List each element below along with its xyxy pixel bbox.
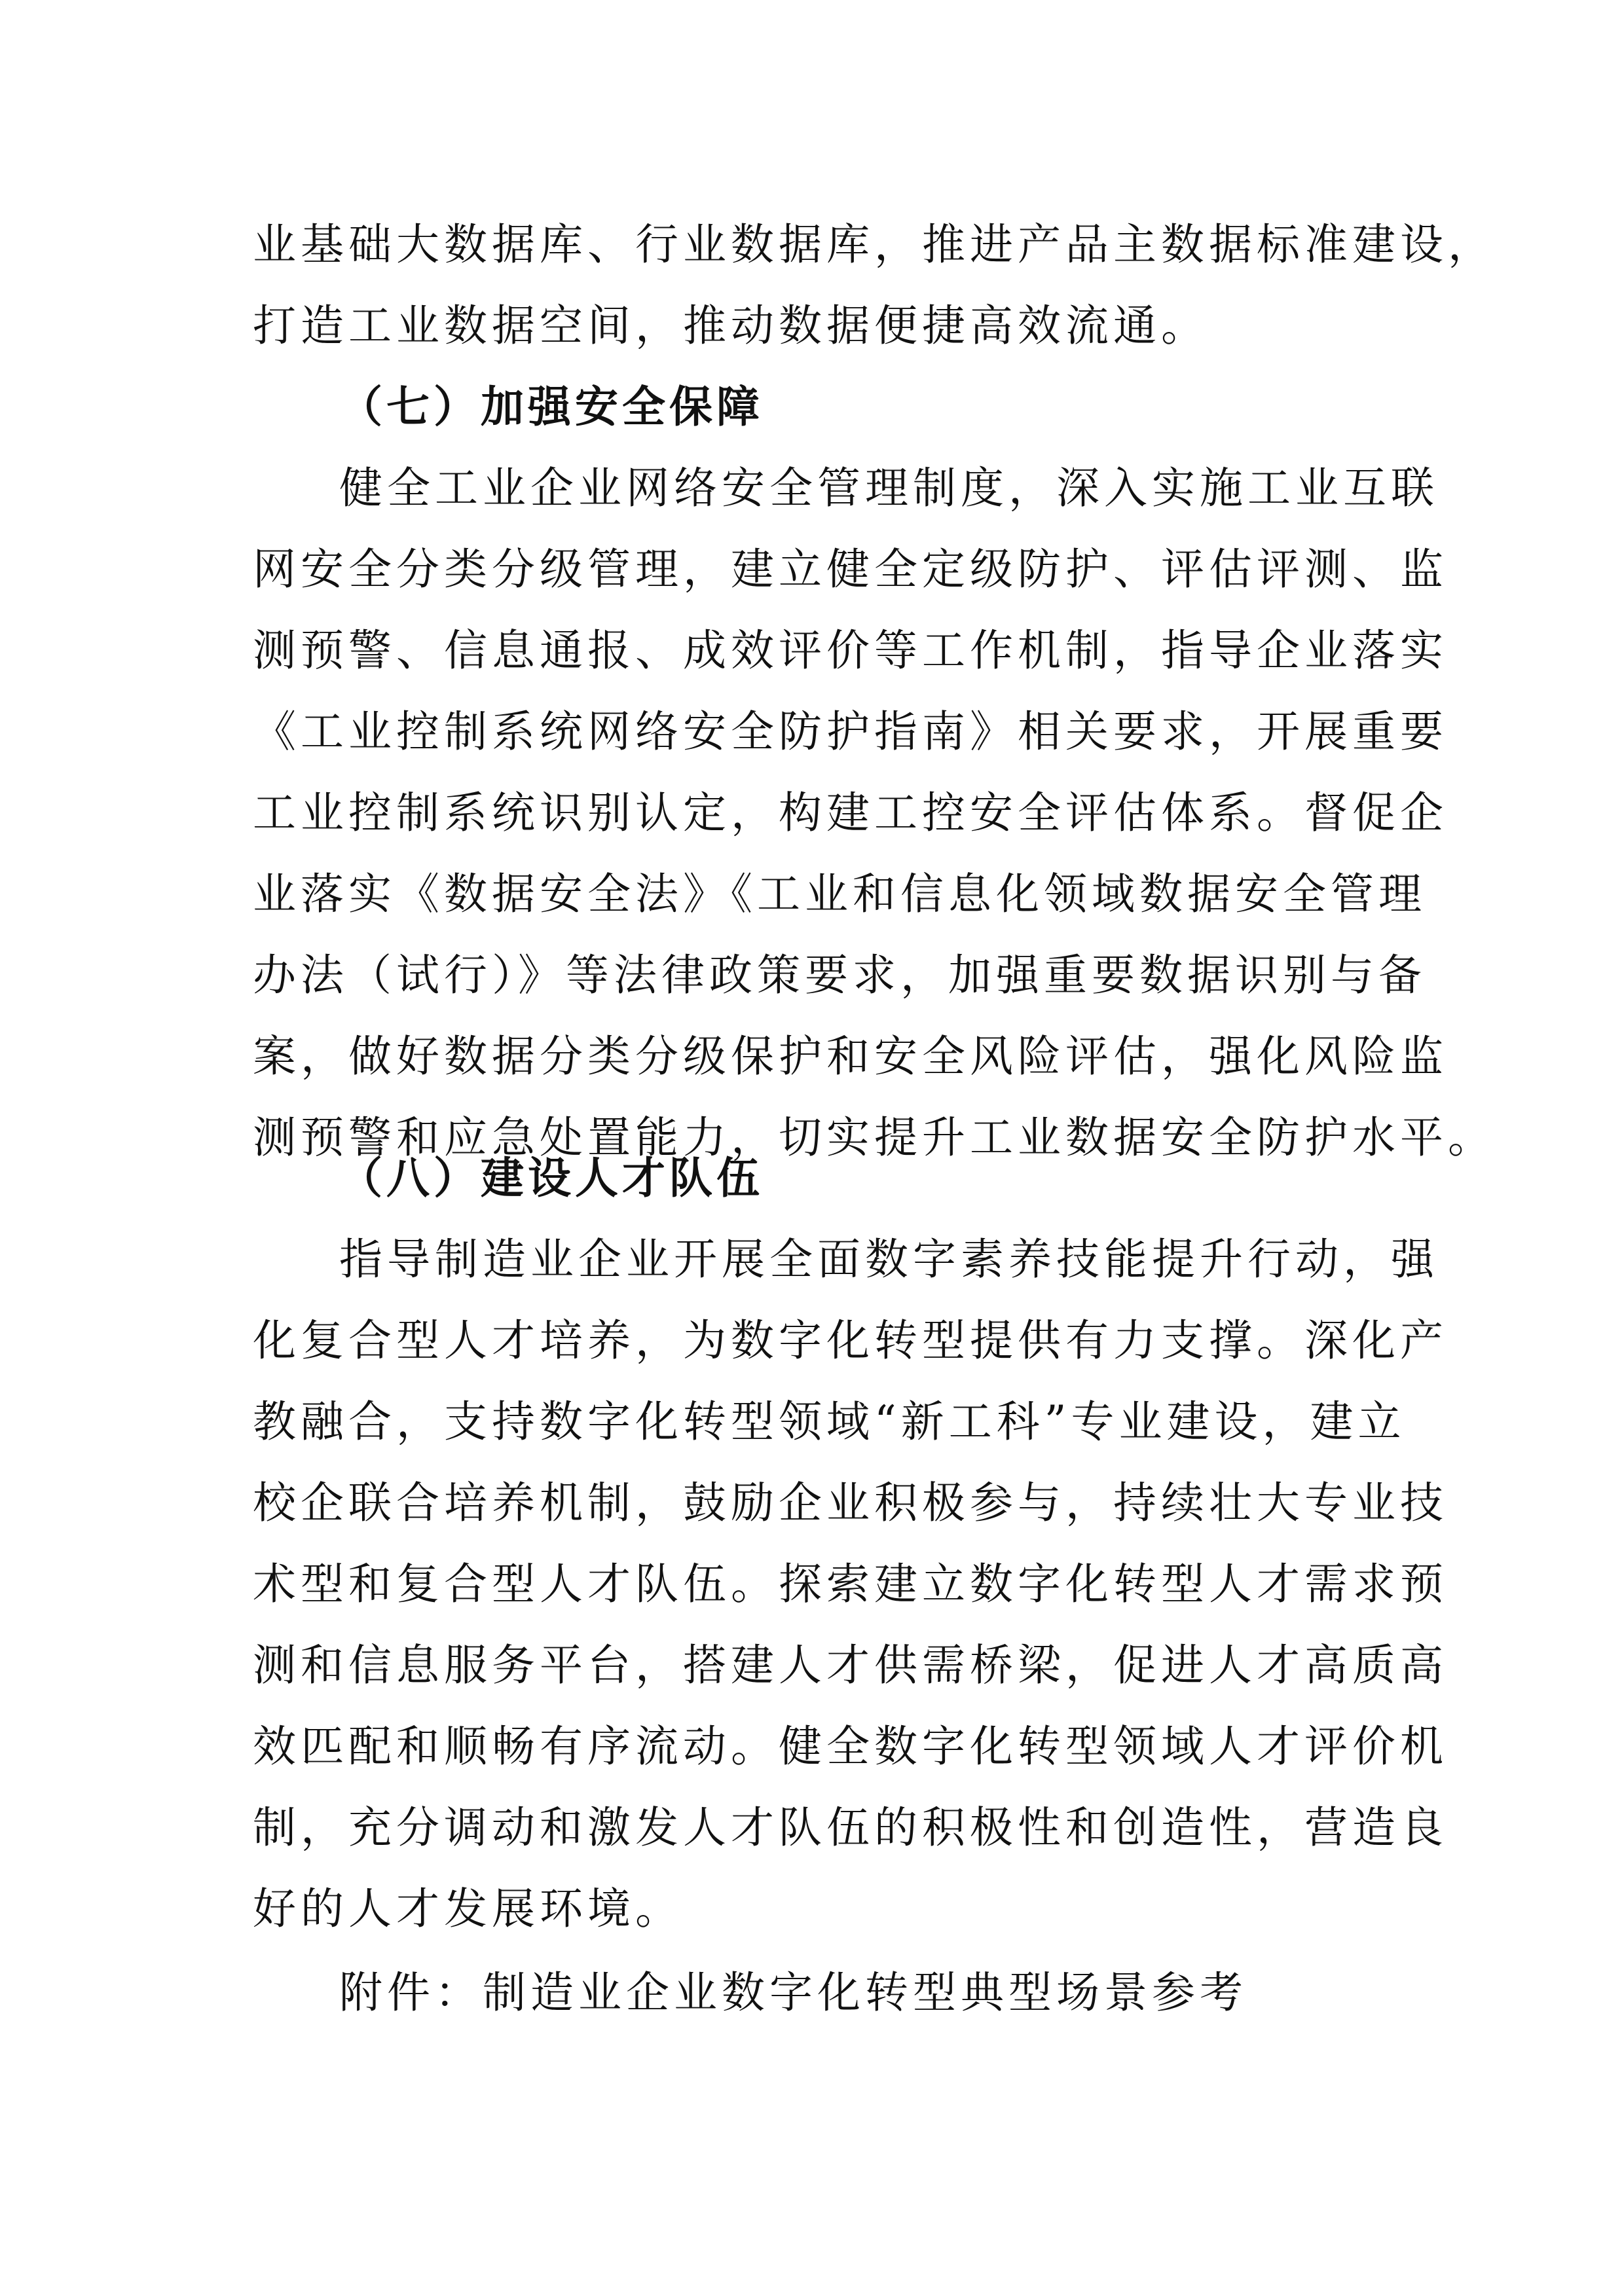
paragraph-line: 测预警、信息通报、成效评价等工作机制，指导企业落实 [253, 625, 1448, 676]
section-7-paragraph [253, 448, 1496, 1178]
paragraph-line: 业基础大数据库、行业数据库，推进产品主数据标准建设， [253, 219, 1496, 270]
paragraph-line: 校企联合培养机制，鼓励企业积极参与，持续壮大专业技 [253, 1478, 1448, 1528]
section-heading-7 [253, 367, 1371, 448]
section-heading-text: （八）建设人才队伍 [339, 1153, 764, 1203]
paragraph-line: 测预警和应急处置能力，切实提升工业数据安全防护水平。 [253, 1112, 1496, 1163]
paragraph-line: 《工业控制系统网络安全防护指南》相关要求，开展重要 [253, 706, 1448, 757]
paragraph-line: 好的人才发展环境。 [253, 1884, 683, 1934]
section-heading-text: （七）加强安全保障 [339, 382, 764, 432]
section-heading-8 [253, 1138, 1371, 1219]
paragraph-line: 打造工业数据空间，推动数据便捷高效流通。 [253, 301, 1209, 351]
paragraph-line: 效匹配和顺畅有序流动。健全数字化转型领域人才评价机 [253, 1721, 1448, 1772]
section-8-paragraph [253, 1219, 1448, 1950]
paragraph-line: 化复合型人才培养，为数字化转型提供有力支撑。深化产 [253, 1315, 1448, 1366]
paragraph-line: 办法（试行）》等法律政策要求，加强重要数据识别与备 [253, 950, 1426, 1000]
paragraph-line: 案，做好数据分类分级保护和安全风险评估，强化风险监 [253, 1031, 1448, 1082]
attachment-text: 附件：制造业企业数字化转型典型场景参考 [339, 1967, 1247, 2018]
paragraph-line: 工业控制系统识别认定，构建工控安全评估体系。督促企 [253, 788, 1448, 838]
continuation-paragraph [253, 204, 1496, 367]
paragraph-line: 术型和复合型人才队伍。探索建立数字化转型人才需求预 [253, 1559, 1448, 1609]
paragraph-line: 网安全分类分级管理，建立健全定级防护、评估评测、监 [253, 544, 1448, 594]
paragraph-line: 指导制造业企业开展全面数字素养技能提升行动，强 [339, 1234, 1439, 1285]
paragraph-line: 健全工业企业网络安全管理制度，深入实施工业互联 [339, 463, 1439, 513]
attachment-note [253, 1952, 1371, 2033]
paragraph-line: 制，充分调动和激发人才队伍的积极性和创造性，营造良 [253, 1802, 1448, 1853]
paragraph-line: 测和信息服务平台，搭建人才供需桥梁，促进人才高质高 [253, 1640, 1448, 1690]
paragraph-line: 业落实《数据安全法》《工业和信息化领域数据安全管理 [253, 869, 1426, 919]
paragraph-line: 教融合，支持数字化转型领域“新工科”专业建设，建立 [253, 1396, 1406, 1447]
